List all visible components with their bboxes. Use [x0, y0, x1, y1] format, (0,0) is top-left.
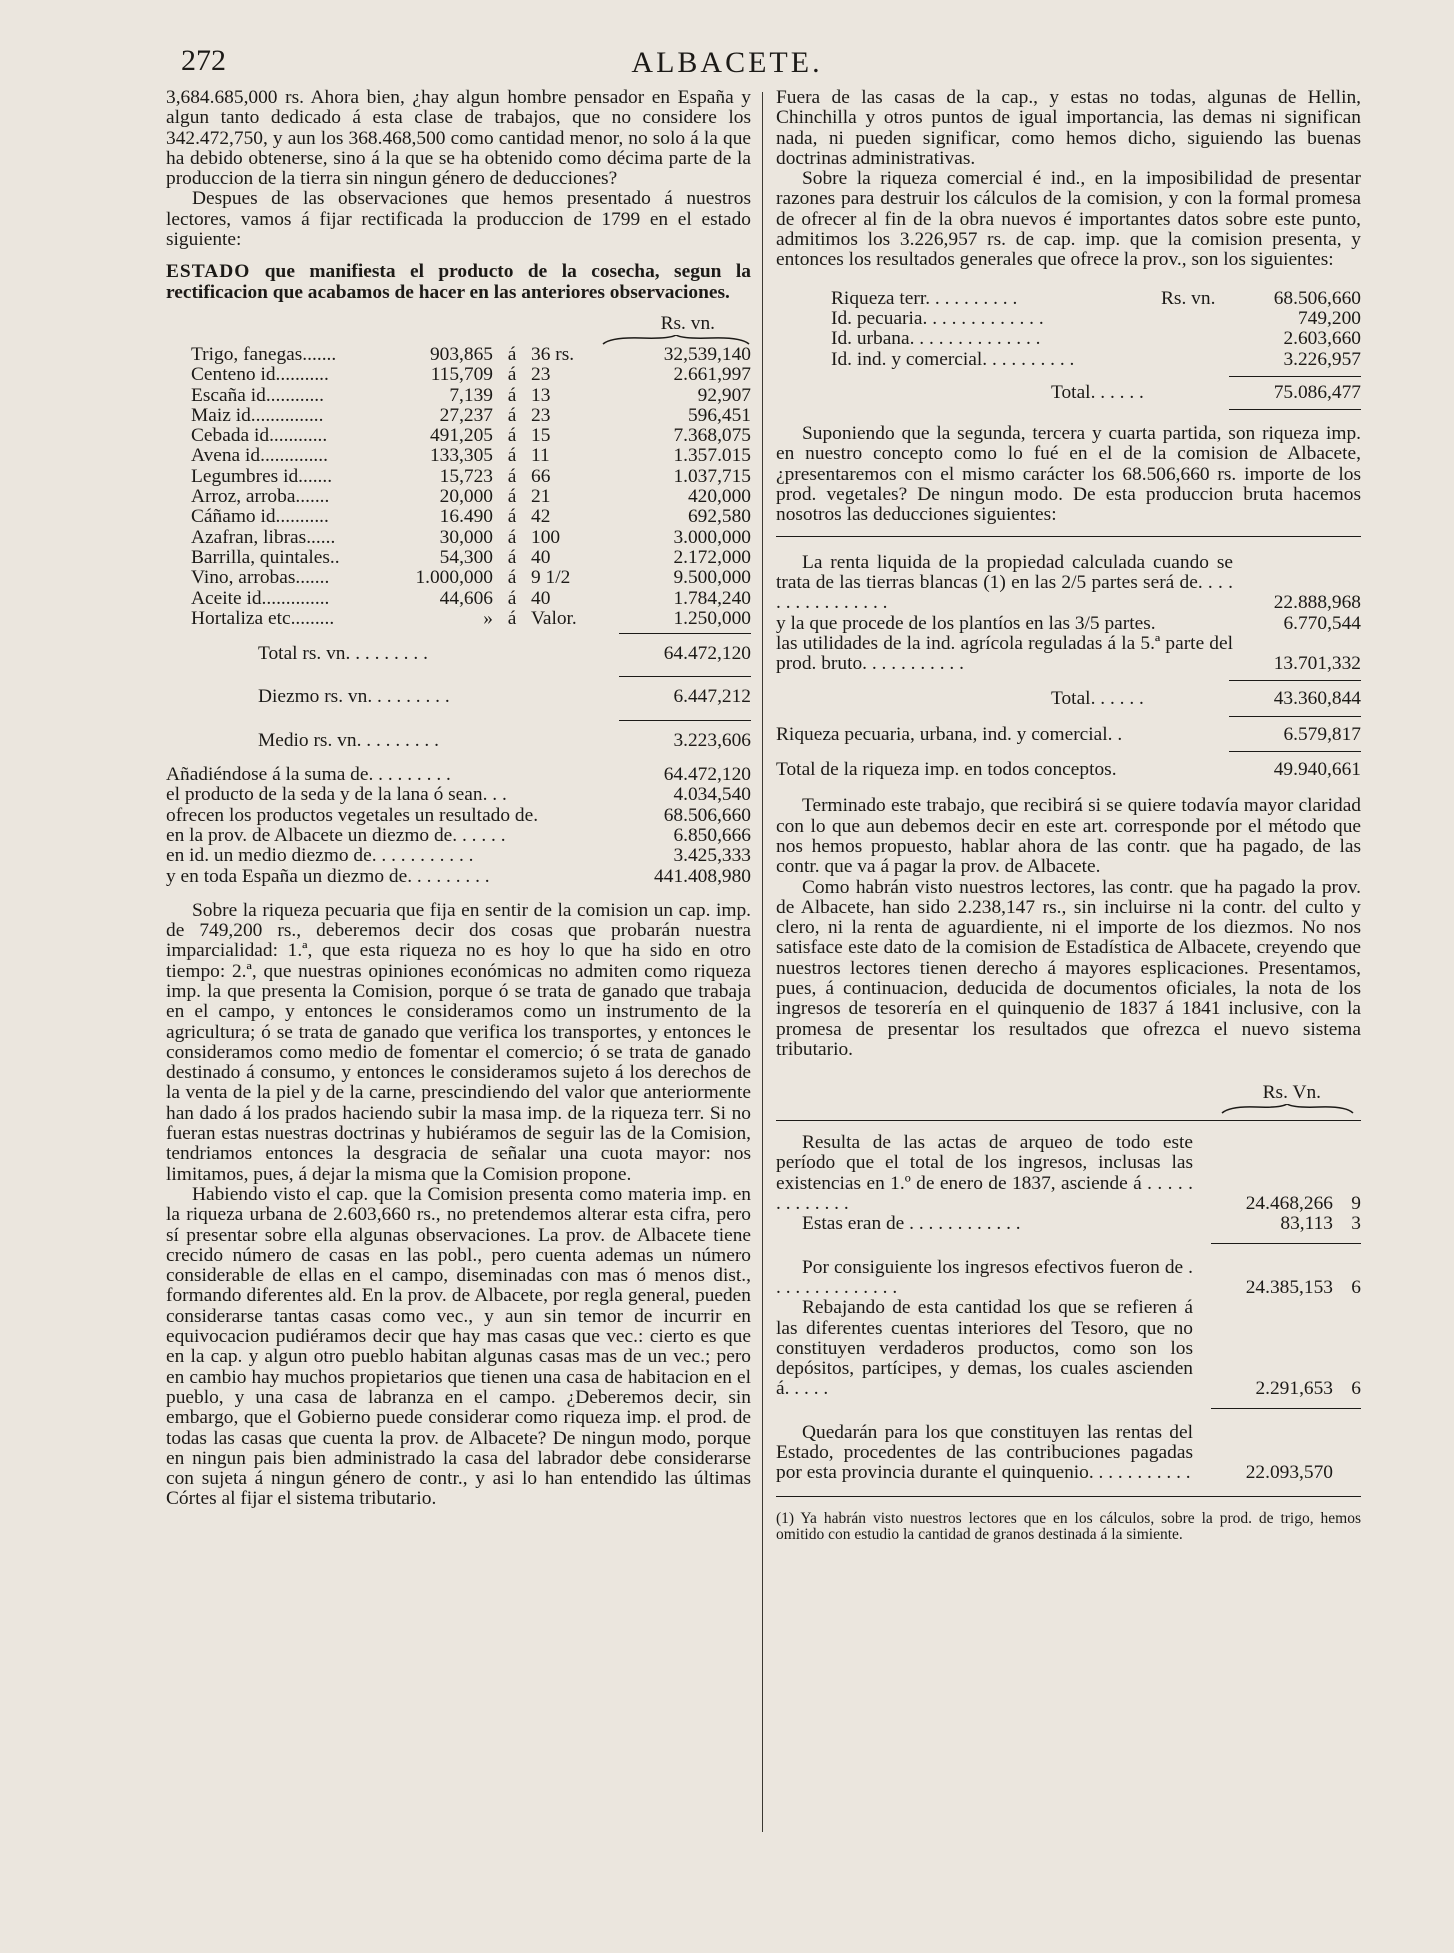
riqueza-unit: Rs. vn. — [1161, 287, 1216, 309]
crop-a: á — [507, 445, 517, 467]
crop-price: 42 — [531, 506, 551, 528]
sum-line — [166, 826, 751, 846]
sum-line-value: 4.034,540 — [673, 784, 751, 806]
riqueza-value: 3.226,957 — [1283, 348, 1361, 370]
crop-quantity: 1.000,000 — [415, 567, 493, 589]
rule — [776, 1120, 1361, 1121]
table-row — [166, 487, 751, 507]
deduction-text: y la que procede de los plantíos en las 3/5 partes. — [776, 612, 1156, 634]
crop-name: Cebada id............ — [191, 425, 328, 447]
crop-quantity: 44,606 — [439, 587, 493, 609]
crop-name: Legumbres id....... — [191, 465, 333, 487]
crop-a: á — [507, 384, 517, 406]
riqueza-label: Id. pecuaria. . . . . . . . . . . . . — [831, 307, 1044, 329]
deduction-text: La renta liquida de la propiedad calculada cuando se trata de las tierras blancas (1) en las 2/5 partes será de. . . . . . . . . . . . . . . . — [776, 551, 1233, 614]
deduction-value: 22.888,968 — [1273, 592, 1361, 614]
riqueza-value: 2.603,660 — [1283, 328, 1361, 350]
sum-lines — [166, 765, 751, 887]
sum-line-label: ofrecen los productos vegetales un resultado de. — [166, 804, 539, 826]
rs-header: Rs. Vn. — [1262, 1082, 1321, 1104]
column-header: Rs. vn. — [660, 312, 715, 334]
crop-price: 11 — [531, 445, 550, 467]
crop-a: á — [507, 546, 517, 568]
brace-ornament — [1220, 1104, 1355, 1114]
crop-a: á — [507, 465, 517, 487]
ledger-cents: 6 — [1351, 1378, 1361, 1400]
crop-a: á — [507, 607, 517, 629]
crop-price: 9 1/2 — [531, 567, 571, 589]
riqueza-value: 749,200 — [1297, 307, 1361, 329]
paragraph: Suponiendo que la segunda, tercera y cuarta partida, son riqueza imp. en nuestro concepto como lo fué en el de la comision de Albacete, ¿presentaremos con el mismo carácter los 68.506,660 rs. importe de los prod. vegetales? De ningun modo. De esta produccion bruta hacemos nosotros las deducciones siguientes: — [776, 423, 1361, 526]
crop-quantity: 16.490 — [439, 506, 493, 528]
crop-name: Avena id.............. — [191, 445, 328, 467]
riqueza-total-row — [776, 383, 1361, 403]
crop-name: Centeno id........... — [191, 364, 329, 386]
ledger-text: Quedarán para los que constituyen las rentas del Estado, procedentes de las contribuciones pagadas por esta provincia durante el quinquenio. . . . . . . . . . . — [776, 1421, 1193, 1484]
rule — [619, 720, 751, 721]
ledger-text: Estas eran de . . . . . . . . . . . . — [802, 1213, 1021, 1235]
crop-total: 1.037,715 — [673, 465, 751, 487]
sum-line — [166, 846, 751, 866]
crop-name: Aceite id.............. — [191, 587, 330, 609]
crop-quantity: 7,139 — [449, 384, 493, 406]
running-title: ALBACETE. — [631, 46, 823, 79]
crop-quantity: 27,237 — [439, 404, 493, 426]
deduction-total-label: Total. . . . . . — [1051, 688, 1144, 710]
sum-line-value: 6.850,666 — [673, 824, 751, 846]
riqueza-row — [831, 309, 1361, 329]
crop-total: 32,539,140 — [663, 343, 751, 365]
ledger-value: 24.468,266 — [1245, 1193, 1333, 1215]
paragraph: Fuera de las casas de la cap., y estas no todas, algunas de Hellin, Chinchilla y otros puntos de igual importancia, las demas ni significan nada, ni pueden significar, como hemos dicho, siguiendo las buenas doctrinas administrativas. — [776, 87, 1361, 169]
crop-quantity: 54,300 — [439, 546, 493, 568]
crop-a: á — [507, 567, 517, 589]
riqueza-row — [831, 329, 1361, 349]
estado-description: que manifiesta el producto de la cosecha, segun la rectificacion que acabamos de hacer en las anteriores observaciones. — [166, 261, 751, 303]
sum-line-value: 441.408,980 — [654, 865, 751, 887]
deduction-row — [776, 553, 1361, 614]
total-row — [166, 644, 751, 664]
crop-price: 13 — [531, 384, 551, 406]
total-label: Total rs. vn. . . . . . . . . — [258, 643, 428, 665]
crop-a: á — [507, 404, 517, 426]
ledger-text: Rebajando de esta cantidad los que se refieren á las diferentes cuentas interiores del Tesoro, que no constituyen verdaderos productos, como son los depósitos, partícipes, y demas, los cuales ascienden á. . . . . — [776, 1297, 1193, 1400]
riqueza-list — [831, 289, 1361, 370]
crop-a: á — [507, 425, 517, 447]
crop-price: 100 — [531, 526, 561, 548]
pecuaria-label: Riqueza pecuaria, urbana, ind. y comercial. . — [776, 723, 1123, 745]
sum-line — [166, 785, 751, 805]
crop-name: Azafran, libras...... — [191, 526, 336, 548]
column-divider — [762, 92, 763, 1832]
rule — [1211, 1243, 1361, 1244]
riqueza-value: 68.506,660 — [1273, 287, 1361, 309]
sum-line-label: en id. un medio diezmo de. . . . . . . . . . . — [166, 845, 474, 867]
table-row — [166, 609, 751, 629]
rule — [1229, 716, 1361, 717]
paragraph: Terminado este trabajo, que recibirá si se quiere todavía mayor claridad con lo que aun debemos decir en este art. corresponde por el método que nos hemos propuesto, hablar ahora de las contr. que ha pagado, de las contr. que va á pagar la prov. de Albacete. — [776, 795, 1361, 878]
rule — [1229, 376, 1361, 377]
riqueza-label: Riqueza terr. . . . . . . . . . — [831, 287, 1018, 309]
ledger-text: Por consiguiente los ingresos efectivos fueron de . . . . . . . . . . . . . . — [776, 1256, 1193, 1298]
ledger-row — [776, 1298, 1361, 1399]
table-row — [166, 528, 751, 548]
riqueza-label: Id. ind. y comercial. . . . . . . . . . — [831, 348, 1075, 370]
crop-quantity: » — [483, 607, 493, 629]
crop-total: 7.368,075 — [673, 425, 751, 447]
paragraph: Como habrán visto nuestros lectores, las contr. que ha pagado la prov. de Albacete, han sido 2.238,147 rs., sin incluirse ni la contr. del culto y clero, ni la renta de aguardiente, ni el importe de los diezmos. No nos satisface este dato de la comision de Estadística de Albacete, creyendo que nuestros lectores tienen derecho á mayores esplicaciones. Presentamos, pues, á continuacion, deducida de documentos oficiales, la nota de los ingresos de tesorería en el quinquenio de 1837 á 1841 inclusive, con la promesa de presentar los resultados que ofrezca el nuevo sistema tributario. — [776, 876, 1361, 1060]
crop-price: 66 — [531, 465, 551, 487]
sum-line — [166, 765, 751, 785]
pecuaria-value: 6.579,817 — [1283, 723, 1361, 745]
medio-value: 3.223,606 — [673, 729, 751, 751]
crop-a: á — [507, 343, 517, 365]
ledger-text: Resulta de las actas de arqueo de todo este período que el total de los ingresos, inclusas las existencias en 1.º de enero de 1837, asciende á . . . . . . . . . . . . . — [776, 1132, 1193, 1215]
rule — [776, 1496, 1361, 1497]
deduction-text: las utilidades de la ind. agrícola reguladas á la 5.ª parte del prod. bruto. . . . . . . . . . . — [776, 632, 1233, 675]
crop-a: á — [507, 587, 517, 609]
pecuaria-row — [776, 725, 1361, 745]
paragraph: Sobre la riqueza comercial é ind., en la imposibilidad de presentar razones para destruir los cálculos de la comision, y con la formal promesa de ofrecer al fin de la obra nuevos é importantes datos sobre este punto, admitimos los 3.226,957 rs. de cap. imp. que la comision presenta, y entonces los resultados generales que ofrece la prov., son los siguientes: — [776, 168, 1361, 271]
riqueza-unit — [1161, 309, 1231, 329]
crop-price: Valor. — [531, 607, 577, 629]
sum-line-value: 68.506,660 — [663, 804, 751, 826]
crop-quantity: 903,865 — [429, 343, 493, 365]
paragraph: Despues de las observaciones que hemos presentado á nuestros lectores, vamos á fijar rectificada la produccion de 1799 en el estado siguiente: — [166, 188, 751, 251]
crop-name: Barrilla, quintales.. — [191, 546, 340, 568]
diezmo-value: 6.447,212 — [673, 686, 751, 708]
footnote: (1) Ya habrán visto nuestros lectores que en los cálculos, sobre la prod. de trigo, hemos omitido con estudio la cantidad de granos destinada á la simiente. — [776, 1509, 1361, 1544]
ledger-value: 2.291,653 — [1255, 1378, 1333, 1400]
deduction-total-row — [776, 689, 1361, 709]
sum-line-label: Añadiéndose á la suma de. . . . . . . . . — [166, 764, 451, 786]
deduction-row — [776, 634, 1361, 675]
crop-name: Hortaliza etc......... — [191, 607, 335, 629]
crop-total: 420,000 — [687, 486, 751, 508]
rule — [1229, 680, 1361, 681]
estado-word: ESTADO — [166, 261, 251, 283]
crop-price: 40 — [531, 546, 551, 568]
crop-name: Maiz id............... — [191, 404, 324, 426]
deduction-value: 6.770,544 — [1283, 612, 1361, 634]
ledger-value: 83,113 — [1280, 1213, 1333, 1235]
ledger-value: 24.385,153 — [1245, 1276, 1333, 1298]
ledger-row — [776, 1214, 1361, 1234]
table-row — [166, 589, 751, 609]
crop-price: 23 — [531, 364, 551, 386]
crop-total: 3.000,000 — [673, 526, 751, 548]
ledger-cents: 9 — [1351, 1193, 1361, 1215]
ledger-value: 22.093,570 — [1245, 1462, 1333, 1484]
crop-name: Trigo, fanegas....... — [191, 343, 337, 365]
table-row — [166, 467, 751, 487]
crop-a: á — [507, 506, 517, 528]
deduction-total-value: 43.360,844 — [1273, 688, 1361, 710]
riqueza-unit — [1161, 329, 1231, 349]
crop-total: 1.250,000 — [673, 607, 751, 629]
crop-total: 1.784,240 — [673, 587, 751, 609]
crop-name: Vino, arrobas....... — [191, 567, 330, 589]
crop-price: 40 — [531, 587, 551, 609]
paragraph: Sobre la riqueza pecuaria que fija en sentir de la comision un cap. imp. de 749,200 rs., deberemos decir dos cosas que probarán nuestra imparcialidad: 1.ª, que esta riqueza no es hoy lo que ha sido en otro tiempo: 2.ª, que nuestras opiniones económicas no admiten como riqueza imp. la que presenta la Comision, porque ó se trata de ganado que trabaja en el campo, y entonces le consideramos como un instrumento de la agricultura; ó se trata de ganado que verifica los transportes, y entonces le consideramos como medio de fomentar el comercio; ó se trata de ganado destinado á consumo, y entonces le consideramos sujeto á los derechos de la venta de la piel y de la carne, prescindiendo del valor que anteriormente han dado á los prados haciendo subir la masa imp. de la riqueza terr. Si no fueran estas nuestras doctrinas y hubiéramos de seguir las de la Comision, tendriamos entonces la desgracia de señalar una cuota mayor: nos limitamos, pues, á dejar la misma que la Comision propone. — [166, 899, 751, 1185]
crop-a: á — [507, 364, 517, 386]
sum-line-label: el producto de la seda y de la lana ó sean. . . — [166, 784, 507, 806]
crop-price: 15 — [531, 425, 551, 447]
crop-quantity: 133,305 — [429, 445, 493, 467]
deduction-row — [776, 614, 1361, 634]
imp-total-row — [776, 760, 1361, 780]
rule — [1229, 751, 1361, 752]
crop-total: 1.357.015 — [673, 445, 751, 467]
diezmo-label: Diezmo rs. vn. . . . . . . . . — [258, 686, 450, 708]
crop-quantity: 20,000 — [439, 486, 493, 508]
crop-a: á — [507, 486, 517, 508]
riqueza-total-value: 75.086,477 — [1273, 381, 1361, 403]
sum-line — [166, 806, 751, 826]
ledger-cents: 3 — [1351, 1213, 1361, 1235]
riqueza-label: Id. urbana. . . . . . . . . . . . . . — [831, 328, 1041, 350]
crop-name: Arroz, arroba....... — [191, 486, 330, 508]
crop-price: 21 — [531, 486, 551, 508]
paragraph: Habiendo visto el cap. que la Comision presenta como materia imp. en la riqueza urbana de 2.603,660 rs., no pretendemos alterar esta cifra, pero sí presentar sobre ella algunas observaciones. La prov. de Albacete tiene crecido número de casas en las pobl., pero cuenta ademas un número considerable de ellas en el campo, diseminadas con mas ó menos dist., formando diferentes ald. En la prov. de Albacete, por regla general, pueden considerarse tantas casas como vec., y aun sin temor de incurrir en equivocacion pudiéramos decir que hay mas casas que vec.: cierto es que en la cap. y algun otro pueblo habitan algunas casas mas de un vec.; pero en cambio hay muchos propietarios que tienen una casa de habitacion en el pueblo, y una casa de labranza en el campo. ¿Deberemos decir, sin embargo, que el Gobierno puede considerar como riqueza imp. el prod. de todas las casas que cuenta la prov. de Albacete? De ningun modo, porque en ningun pais bien administrado la casa del labrador debe considerarse con sujeta á ningun género de contr., y asi lo han entendido las últimas Córtes al fijar el sistema tributario. — [166, 1183, 751, 1510]
riqueza-row — [831, 350, 1361, 370]
intro-paragraph: 3,684.685,000 rs. Ahora bien, ¿hay algun hombre pensador en España y algun tanto dedicado á esta clase de trabajos, que no considere los 342.472,750, y aun los 368.468,500 como cantidad menor, no solo á la que ha debido obtenerse, sino á la que se ha obtenido como décima parte de la produccion de la tierra sin ningun género de deducciones? — [166, 87, 751, 190]
crop-total: 2.661,997 — [673, 364, 751, 386]
riqueza-total-label: Total. . . . . . — [1051, 381, 1144, 403]
diezmo-row — [166, 687, 751, 707]
crop-total: 9.500,000 — [673, 567, 751, 589]
crop-table — [166, 345, 751, 629]
riqueza-row — [831, 289, 1361, 309]
crop-total: 92,907 — [697, 384, 751, 406]
crop-name: Escaña id............ — [191, 384, 325, 406]
crop-quantity: 30,000 — [439, 526, 493, 548]
rule — [776, 536, 1361, 537]
sum-line-label: y en toda España un diezmo de. . . . . . . . . — [166, 865, 490, 887]
ledger-cents: 6 — [1351, 1276, 1361, 1298]
rule — [619, 676, 751, 677]
crop-name: Cáñamo id........... — [191, 506, 329, 528]
crop-quantity: 15,723 — [439, 465, 493, 487]
crop-quantity: 115,709 — [430, 364, 493, 386]
table-row — [166, 507, 751, 527]
ledger-row — [776, 1133, 1361, 1214]
table-row — [166, 568, 751, 588]
crop-total: 692,580 — [687, 506, 751, 528]
crop-price: 23 — [531, 404, 551, 426]
crop-price: 36 rs. — [531, 343, 575, 365]
sum-line-value: 3.425,333 — [673, 845, 751, 867]
sum-line-value: 64.472,120 — [663, 764, 751, 786]
left-column — [166, 88, 751, 1510]
table-row — [166, 345, 751, 365]
riqueza-unit — [1161, 350, 1231, 370]
rule — [1211, 1408, 1361, 1409]
table-row — [166, 406, 751, 426]
crop-a: á — [507, 526, 517, 548]
sum-line-label: en la prov. de Albacete un diezmo de. . . . . . — [166, 824, 506, 846]
medio-row — [166, 731, 751, 751]
estado-heading — [166, 262, 751, 303]
sum-line — [166, 867, 751, 887]
deduction-value: 13.701,332 — [1273, 653, 1361, 675]
crop-total: 596,451 — [687, 404, 751, 426]
table-row — [166, 548, 751, 568]
medio-label: Medio rs. vn. . . . . . . . . — [258, 729, 439, 751]
crop-total: 2.172,000 — [673, 546, 751, 568]
table-row — [166, 446, 751, 466]
rule — [619, 633, 751, 634]
page-number: 272 — [181, 44, 226, 77]
table-row — [166, 426, 751, 446]
crop-quantity: 491,205 — [429, 425, 493, 447]
imp-total-label: Total de la riqueza imp. en todos conceptos. — [776, 759, 1117, 781]
table-row — [166, 386, 751, 406]
right-column — [776, 88, 1361, 1544]
ledger-row — [776, 1258, 1361, 1299]
table-row — [166, 365, 751, 385]
total-value: 64.472,120 — [663, 643, 751, 665]
ledger-row — [776, 1423, 1361, 1484]
imp-total-value: 49.940,661 — [1273, 759, 1361, 781]
rule — [1229, 409, 1361, 410]
